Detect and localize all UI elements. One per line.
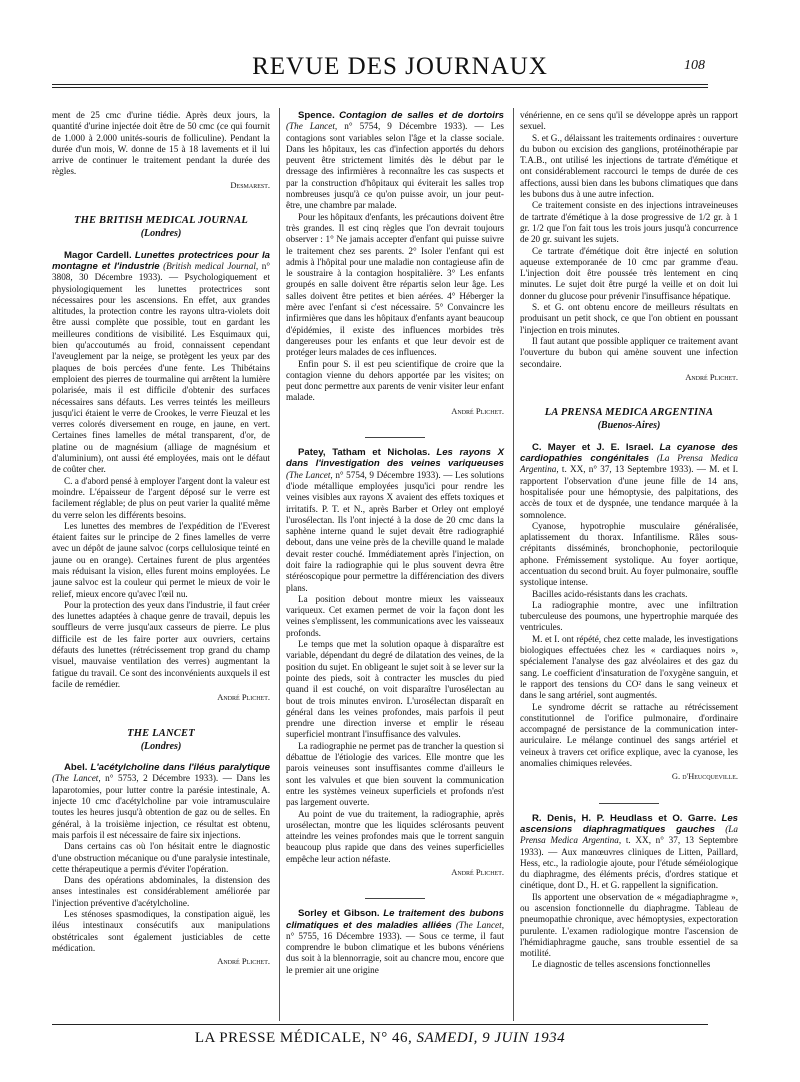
column-divider-1 — [279, 108, 280, 1021]
article-text: t. XX, n° 37, 13 Septembre 1933). — M. et I. rapportent l'observation d'une jeune fille de 14 ans, hospitalisée pour une hémoptysie, des palpitations, des accès de toux et de dyspnée, une tendance marquée à la somnolence. — [520, 464, 738, 520]
signature: André Plichet. — [217, 956, 270, 967]
paragraph: Le temps que met la solution opaque à disparaître est variable, dépendant du degré de dilatation des veines, de la position du sujet. En obligeant le sujet soit à se lever sur la pointe des pieds, soit à contracter les muscles du pied quand il est couché, on voit disparaître l'urosélectan au bout de trois minutes environ. L'urosélectan disparaît en général dans les veines profondes, mais parfois il peut prendre une direction inverse et emplir le réseau superficiel montrant l'insuffisance des valvules. — [286, 639, 504, 740]
paragraph: Dans certains cas où l'on hésitait entre le diagnostic d'une obstruction mécanique ou d'une paralysie intestinale, cette thérapeutique a permis d'éviter l'opération. — [52, 841, 270, 874]
article-title: Contagion de salles et de dortoirs — [339, 110, 505, 121]
paragraph: S. et G. ont obtenu encore de meilleurs résultats en produisant un petit shock, ce que l'on obtient en poussant l'injection en trois minutes. — [520, 302, 738, 335]
article-text: n° 5754, 9 Décembre 1933). — Les contagions sont variables selon l'âge et la classe sociale. Dans les hôpitaux, les cas d'infection apportés du dehors peuvent être strictement limités dès le début par le dressage des infirmières à reconnaître les cas suspects et par la construction d'hôpitaux qui éviterait les salles trop nombreuses jusqu'à ce qu'on puisse avoir, un jour peut-être, une chambre par malade. — [286, 121, 504, 211]
paragraph: Pour la protection des yeux dans l'industrie, il faut créer des lunettes adaptées à chaque genre de travail, depuis les souffleurs de verre jusqu'aux casseurs de pierre. Le plus difficile est de les faire porter aux ouvriers, certains défauts des lunettes (rétrécissement trop grand du champ visuel, mauvaise ventilation des verres) augmentant la fatigue du travail. Ce sont des inconvénients auxquels il est facile de remédier. — [52, 599, 270, 689]
separator — [599, 803, 659, 804]
article-heading — [52, 250, 270, 476]
paragraph: Ce tartrate d'émétique doit être injecté en solution aqueuse extemporanée de 10 cmc par gramme d'eau. L'injection doit être poussée très lentement en cinq minutes. Le sujet doit être purgé la veille et on doit lui donner du glucose pour prévenir l'insuffisance hépatique. — [520, 245, 738, 301]
article-title: Les ascensions diaphragmatiques gauches — [520, 812, 738, 835]
paragraph: Ils apportent une observation de « mégadiaphragme », ou ascension fonctionnelle du diaphragme. Tableau de pneumopathie chronique, avec hémoptysies, expectoration purulente. L'examen radiologique montre l'ascension de l'hémidiaphragme gauche, sans trouble essentiel de sa motilité. — [520, 891, 738, 959]
article-source: (La Prensa Medica Argentina, — [520, 823, 738, 846]
paragraph: S. et G., délaissant les traitements ordinaires : ouverture du bubon ou excision des ganglions, protéinothérapie par T.A.B., ont utilisé les injections de tartrate d'émétique et ont considérablement raccourci le temps de durée de ces affections, aussi bien dans les bubons climatiques que dans les bubons dus à une autre infection. — [520, 132, 738, 200]
signature: André Plichet. — [217, 692, 270, 703]
column-divider-2 — [513, 108, 514, 1021]
article-author: Abel. — [64, 762, 88, 774]
paragraph: Il faut autant que possible appliquer ce traitement avant l'ouverture du bubon qui amène souvent une infection secondaire. — [520, 335, 738, 369]
separator — [365, 898, 425, 899]
article-title: Les rayons X dans l'investigation des veines variqueuses — [286, 447, 505, 470]
article-author: Patey, Tatham et Nicholas. — [298, 447, 431, 459]
signature: André Plichet. — [451, 405, 504, 416]
paragraph: Dans des opérations abdominales, la distension des anses intestinales est considérablement améliorée par l'injection préventive d'acétylcholine. — [52, 875, 270, 908]
header-rule — [52, 84, 708, 85]
section-subtitle: (Buenos-Aires) — [597, 420, 661, 432]
article-author: Magor Cardell. — [64, 249, 132, 261]
article-source: (The Lancet, — [286, 469, 333, 480]
article-text: n° 5754, 9 Décembre 1933). — Les solutions d'iode métallique employées jusqu'ici pour rendre les veines visibles aux rayons X avaient des effets toxiques et irritatifs. P. T. et N., après Barber et Orley ont employé l'urosélectan. Ils l'ont injecté à la dose de 20 cmc dans la saphène interne quand le sujet devait être radiographié debout, dans une veine près de la cheville quand le malade devait rester couché. Immédiatement après l'injection, on doit faire la radiographie qui le plus souvent devra être stéréoscopique pour permettre la différenciation des divers plans. — [286, 469, 504, 593]
article-source: (The Lancet, — [52, 773, 101, 784]
article-source: (British medical Journal, — [163, 260, 259, 271]
footer-day: SAMEDI, — [416, 1030, 478, 1046]
article-author: C. Mayer et J. E. Israel. — [532, 441, 654, 453]
paragraph: Ce traitement consiste en des injections intraveineuses de tartrate d'émétique à la dose progressive de 1/2 gr. à 1 gr. 1/2 que l'on fait tous les trois jours jusqu'à concurrence de 20 gr. suivant les sujets. — [520, 200, 738, 245]
paragraph: M. et I. ont répété, chez cette malade, les investigations biologiques effectuées chez les « cardiaques noirs », spécialement l'analyse des gaz alvéolaires et des gaz du sang. Le coefficient d'insaturation de l'oxygène sanguin, et le rapport des tensions du CO² dans le sang veineux et dans le sang artériel, sont augmentés. — [520, 633, 738, 701]
signature: Desmarest. — [230, 179, 270, 190]
footer-issue: N° 46, — [369, 1030, 413, 1046]
signature: G. d'Heucqueville. — [671, 771, 738, 782]
article-author: Sorley et Gibson. — [298, 908, 380, 920]
paragraph: La radiographie ne permet pas de trancher la question si débattue de l'étiologie des varices. Elle montre que les parois veineuses sont insuffisantes comme d'ailleurs le sont les valvules et que bien souvent la communication entre les systèmes veineux superficiels et profonds n'est pas largement ouverte. — [286, 740, 504, 808]
paragraph: Pour les hôpitaux d'enfants, les précautions doivent être très grandes. Il est cinq règles que l'on devrait toujours observer : 1° Ne jamais accepter d'enfant qui puisse suivre le traitement chez ses parents. 2° Isoler l'enfant qui est admis à l'hôpital pour une maladie non contagieuse afin de le soustraire à la contagion hospitalière. 3° Les enfants groupés en salle doivent être répartis selon leur âge. Les salles doivent être petites et bien aérées. 4° Héberger la mère avec l'enfant si c'est nécessaire. 5° Convaincre les infirmières que dans les hôpitaux d'enfants ayant beaucoup d'épidémies, il existe des influences morbides très dangereuses pour les enfants et que leur devoir est de protéger leurs malades de ces influences. — [286, 211, 504, 358]
page-number: 108 — [684, 58, 705, 73]
paragraph: Le diagnostic de telles ascensions fonctionnelles — [532, 959, 711, 970]
article-text: t. XX, n° 37, 13 Septembre 1933). — Aux manœuvres cliniques de Litten, Paillard, Hess, etc., la radiologie ajoute, pour l'étude séméiologique du diaphragme, des éléments précis, d'ordres statique et cinétique, dont D., H. et G. rappellent la signification. — [520, 835, 738, 891]
paragraph: ment de 25 cmc d'urine tiédie. Après deux jours, la quantité d'urine injectée doit être de 50 cmc (ce qui fournit de 1.000 à 2.000 unités-souris de folliculine). Pendant la durée d'un mois, W. donne de 15 à 18 lavements et il lui arrive de continuer le traitement pendant la durée des règles. — [52, 110, 270, 177]
paragraph: Bacilles acido-résistants dans les crachats. — [532, 588, 688, 599]
article-source: (La Prensa Medica Argentina, — [520, 453, 738, 475]
footer-journal: LA PRESSE MÉDICALE, — [194, 1030, 366, 1046]
article-title: Lunettes protectrices pour la montagne et l'industrie — [52, 249, 270, 272]
article-heading — [286, 110, 504, 212]
article-source: (The Lancet, — [455, 919, 504, 930]
article-text: n° 3808, 30 Décembre 1933). — Psychologiquement et physiologiquement les lunettes protectrices sont nécessaires pour les ascensions. En effet, aux grandes altitudes, la protection contre les rayons ultra-violets doit être aussi complète que possible, tout en gardant les meilleures conditions de visibilité. Les Esquimaux qui, bien qu'accoutumés au froid, connaissent cependant l'aveuglement par la neige, se protègent les yeux par des plaques de bois percées d'une fente. Les Thibétains emploient des pierres de tourmaline qui arrêtent la lumière polarisée, mais il est difficile d'obtenir des surfaces nécessaires sans défauts. Les verres teintés les meilleurs jusqu'ici étaient le verre de Crookes, le verre Fieuzal et les verres colorés diversement en rouge, en jaune, en vert. Certaines fines lamelles de métal transparent, d'or, de platine ou de magnésium (alliage de magnésium et d'aluminium), ont aussi été employées, mais ont le défaut de coûter cher. — [52, 260, 270, 475]
paragraph: vénérienne, en ce sens qu'il se développe après un rapport sexuel. — [520, 110, 738, 132]
section-subtitle: (Londres) — [140, 228, 182, 240]
article-author: Spence. — [298, 110, 335, 121]
section-title: THE BRITISH MEDICAL JOURNAL — [74, 215, 248, 227]
article-text: n° 5753, 2 Décembre 1933). — Dans les laparotomies, pour lutter contre la parésie intestinale, A. injecte 10 cmc d'acétylcholine par voie intramusculaire toutes les heures jusqu'à obtention de gaz ou de selles. En général, à la troisième injection, ce résultat est obtenu, mais parfois il est nécessaire de faire six injections. — [52, 773, 270, 840]
article-heading — [520, 813, 738, 892]
column-1 — [52, 110, 270, 967]
article-heading — [286, 447, 504, 594]
article-title: L'acétylcholine dans l'iléus paralytique — [90, 762, 270, 774]
page-footer — [52, 1030, 708, 1047]
paragraph: Les sténoses spasmodiques, la constipation aiguë, les iléus intestinaux consécutifs aux manipulations obstétricales sont également justiciables de cette médication. — [52, 909, 270, 953]
paragraph: Enfin pour S. il est peu scientifique de croire que la contagion vienne du dehors apportée par les visites; on peut donc permettre aux parents de venir visiter leur enfant malade. — [286, 358, 504, 403]
article-heading — [520, 442, 738, 521]
paragraph: La position debout montre mieux les vaisseaux variqueux. Cet examen permet de voir la façon dont les veines s'emplissent, les communications avec les vaisseaux profonds. — [286, 593, 504, 638]
footer-date: 9 JUIN 1934 — [482, 1030, 566, 1046]
article-author: R. Denis, H. P. Heudlass et O. Garre. — [532, 812, 717, 824]
separator — [365, 437, 425, 438]
paragraph: La radiographie montre, avec une infiltration tuberculeuse des poumons, une hypertrophie marquée des ventricules. — [520, 599, 738, 633]
signature: André Plichet. — [451, 867, 504, 877]
column-3 — [520, 110, 738, 971]
article-heading — [52, 762, 270, 841]
paragraph: Le syndrome décrit se rattache au rétrécissement constitutionnel de l'orifice pulmonaire, d'ordinaire accompagné de persistance de la communication inter-auriculaire. Le mélange continuel des sangs artériel et veineux à travers cet orifice explique, avec la cyanose, les anomalies chimiques relevées. — [520, 701, 738, 769]
page-title: REVUE DES JOURNAUX — [252, 53, 548, 80]
article-text: n° 5755, 16 Décembre 1933). — Sous ce terme, il faut comprendre le bubon climatique et les bubons vénériens dus soit à la blennorragie, soit au chancre mou, encore que le premier ait une origine — [286, 930, 504, 975]
column-2 — [286, 110, 504, 976]
article-source: (The Lancet, — [286, 121, 338, 132]
paragraph: Les lunettes des membres de l'expédition de l'Everest étaient faites sur le principe de 2 fines lamelles de verre avec un dépôt de jaune salvoc (corps cellulosique teinté en jaune ou en orange). Certaines furent de plus argentées mais réduisant la vision, elles furent moins employées. Le jaune salvoc est la couleur qui permet le mieux de voir le relief, mieux encore qu'avec l'œil nu. — [52, 520, 270, 599]
article-title: Le traitement des bubons climatiques et des maladies alliées — [286, 908, 504, 931]
footer-rule — [52, 1024, 708, 1025]
signature: André Plichet. — [685, 371, 738, 382]
paragraph: Au point de vue du traitement, la radiographie, après urosélectan, montre que les liquides sclérosants peuvent atteindre les veines profondes mais que le torrent sanguin beaucoup plus rapide que dans des veines superficielles empêche leur action néfaste. — [286, 808, 504, 864]
section-title: THE LANCET — [127, 727, 195, 739]
section-title: LA PRENSA MEDICA ARGENTINA — [544, 407, 714, 419]
header-rule-2 — [52, 87, 708, 88]
paragraph: Cyanose, hypotrophie musculaire généralisée, aplatissement du thorax. Infantilisme. Râles sous-crépitants disséminés, bronchophonie, pectoriloquie aphone. Frémissement systolique. Au foyer aortique, accentuation du second bruit. Au foyer pulmonaire, souffle systolique intense. — [520, 520, 738, 588]
paragraph: C. a d'abord pensé à employer l'argent dont la valeur est moindre. L'épaisseur de l'argent déposé sur le verre est facilement réglable; de plus on peut varier la qualité même du verre selon les différents besoins. — [52, 475, 270, 520]
article-heading — [286, 908, 504, 976]
article-title: La cyanose des cardiopathies congénitales — [520, 441, 738, 465]
section-subtitle: (Londres) — [140, 740, 182, 752]
